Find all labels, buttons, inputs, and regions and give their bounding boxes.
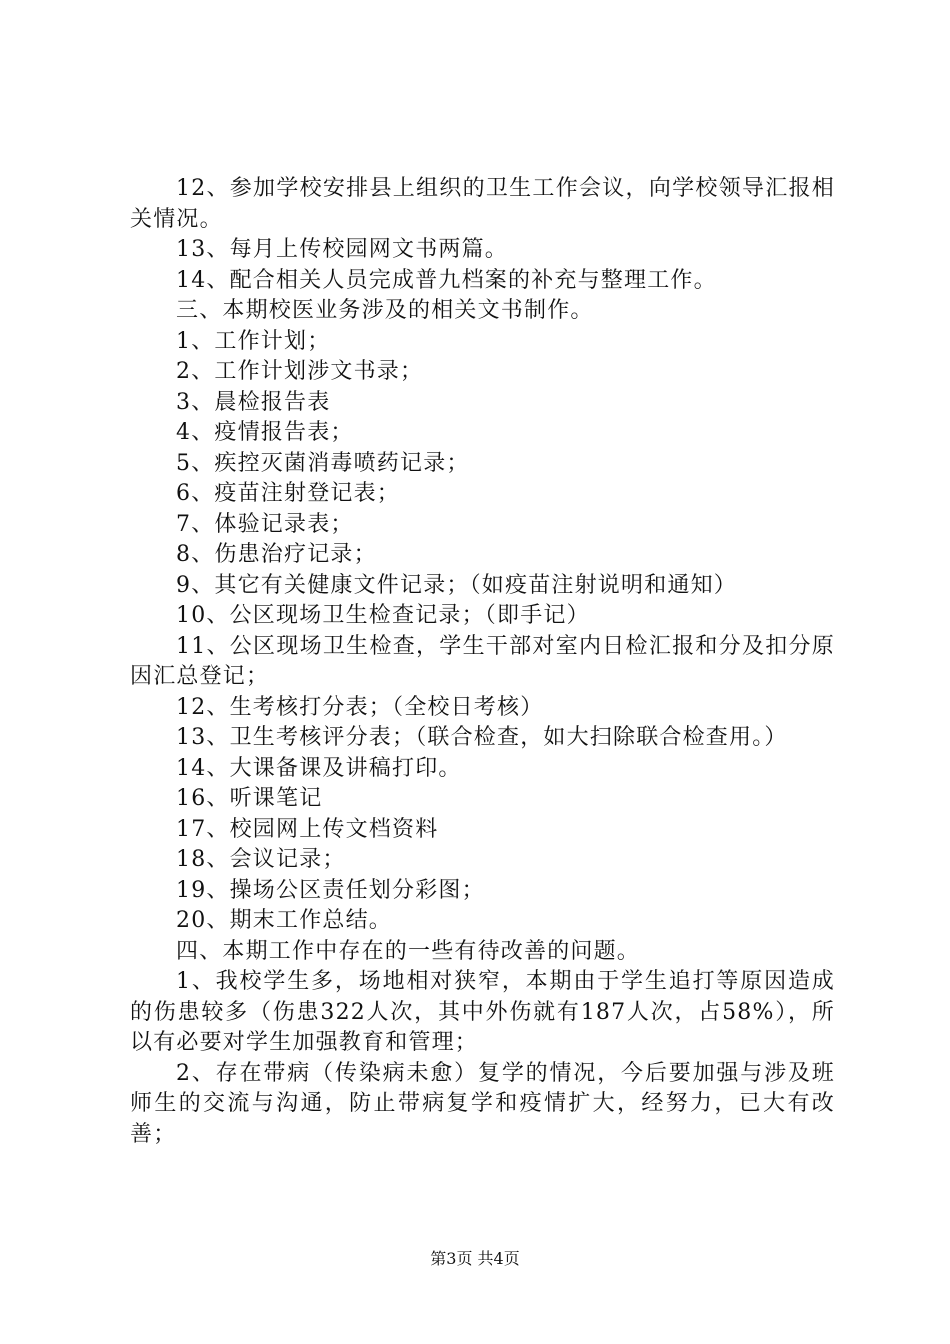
list-item: 17、校园网上传文档资料 bbox=[176, 816, 439, 842]
list-item: 20、期末工作总结。 bbox=[176, 908, 392, 933]
list-item: 13、卫生考核评分表；（联合检查，如大扫除联合检查用。） bbox=[176, 725, 788, 750]
list-item: 6、疫苗注射登记表； bbox=[176, 481, 400, 506]
issue-paragraph-2: 2、存在带病（传染病未愈）复学的情况，今后要加强与涉及班师生的交流与沟通，防止带病复学和疫情扩大，经努力，已大有改善； bbox=[130, 1060, 835, 1147]
section-heading-4: 四、本期工作中存在的一些有待改善的问题。 bbox=[176, 938, 641, 964]
list-item: 11、公区现场卫生检查，学生干部对室内日检汇报和分及扣分原因汇总登记； bbox=[130, 633, 835, 689]
list-item: 8、伤患治疗记录； bbox=[176, 542, 377, 567]
list-item: 14、大课备课及讲稿打印。 bbox=[176, 755, 462, 781]
list-item: 3、晨检报告表 bbox=[176, 389, 331, 415]
list-item: 1、工作计划； bbox=[176, 328, 331, 354]
list-item: 7、体验记录表； bbox=[176, 511, 354, 537]
list-item: 18、会议记录； bbox=[176, 847, 346, 872]
list-item: 10、公区现场卫生检查记录；（即手记） bbox=[176, 603, 590, 628]
list-item: 9、其它有关健康文件记录；（如疫苗注射说明和通知） bbox=[176, 572, 737, 598]
list-item: 4、疫情报告表； bbox=[176, 420, 354, 445]
paragraph-1: 12、参加学校安排县上组织的卫生工作会议，向学校领导汇报相关情况。 bbox=[130, 176, 835, 232]
list-item: 19、操场公区责任划分彩图； bbox=[176, 877, 485, 903]
page-footer: 第3页 共4页 bbox=[430, 1249, 520, 1268]
paragraph-3: 14、配合相关人员完成普九档案的补充与整理工作。 bbox=[176, 267, 717, 293]
document-body bbox=[130, 174, 835, 1150]
list-item: 5、疾控灭菌消毒喷药记录； bbox=[176, 450, 470, 476]
paragraph-2: 13、每月上传校园网文书两篇。 bbox=[176, 237, 508, 262]
list-item: 16、听课笔记 bbox=[176, 786, 323, 811]
section-heading-3: 三、本期校医业务涉及的相关文书制作。 bbox=[176, 298, 594, 323]
list-item: 12、生考核打分表；（全校日考核） bbox=[176, 694, 544, 720]
issue-paragraph-1: 1、我校学生多，场地相对狭窄，本期由于学生追打等原因造成的伤患较多（伤患322人次，其中外伤就有187人次，占58%），所以有必要对学生加强教育和管理； bbox=[130, 969, 835, 1055]
list-item: 2、工作计划涉文书录； bbox=[176, 359, 424, 384]
